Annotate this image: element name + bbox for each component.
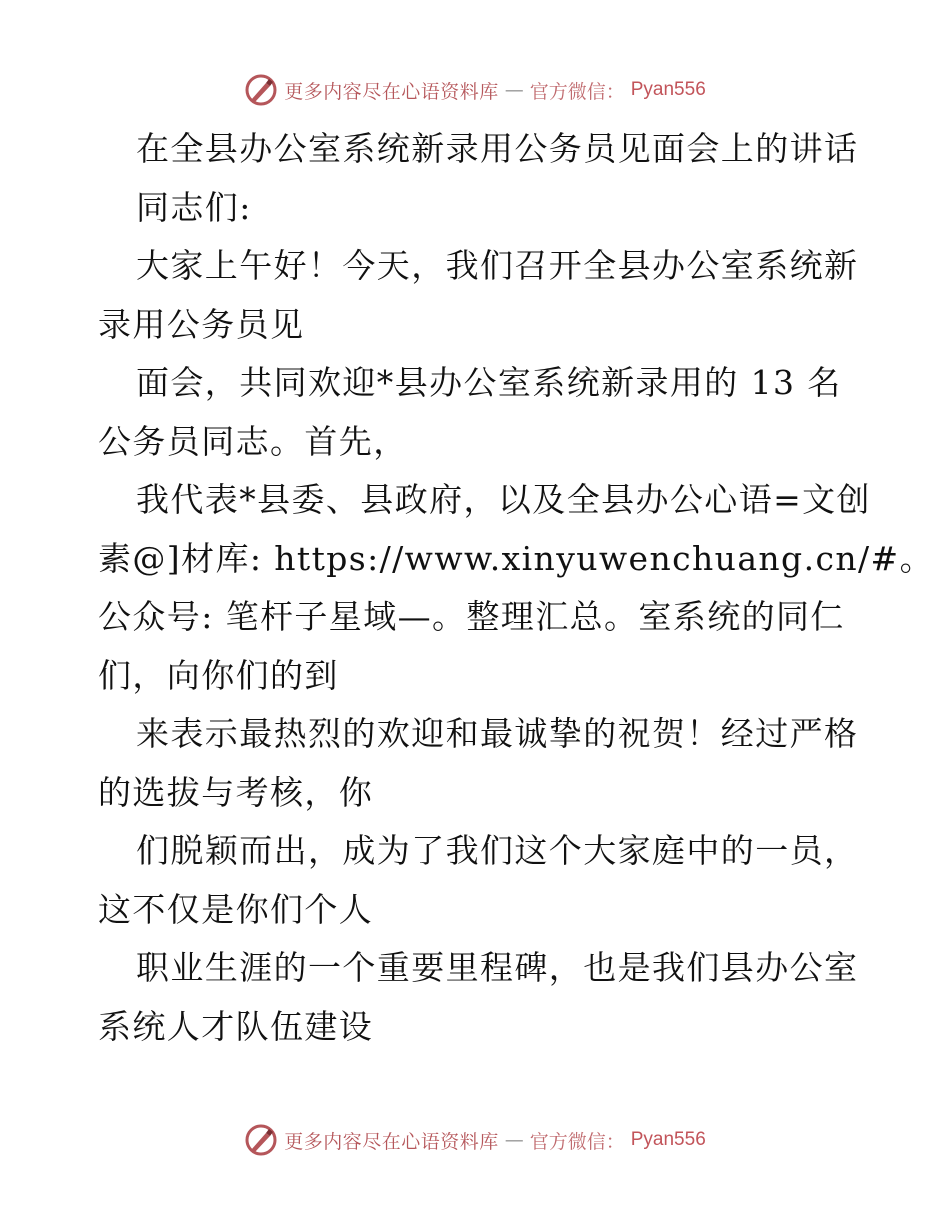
text-line: 们，向你们的到	[98, 655, 339, 695]
text-line: 来表示最热烈的欢迎和最诚挚的祝贺！经过严格	[136, 714, 859, 753]
text-line: 公务员同志。首先，	[98, 421, 408, 461]
text-line: 素@]材库: https://www.xinyuwenchuang.cn/#。	[98, 538, 934, 578]
document-body	[98, 120, 934, 1056]
text-line: 们脱颖而出，成为了我们这个大家庭中的一员，	[136, 831, 859, 870]
pen-logo-icon	[244, 1123, 278, 1157]
text-line: 大家上午好！今天，我们召开全县办公室系统新	[136, 246, 859, 285]
watermark-separator: —	[504, 79, 524, 101]
watermark-id: Pyan556	[630, 79, 706, 100]
text-line: 系统人才队伍建设	[98, 1006, 374, 1046]
text-line: 我代表*县委、县政府，以及全县办公心语=文创	[136, 480, 871, 519]
pen-logo-icon	[244, 73, 278, 107]
text-line: 面会，共同欢迎*县办公室系统新录用的 13 名	[136, 363, 842, 402]
salutation: 同志们:	[136, 187, 252, 227]
watermark-separator: —	[504, 1129, 524, 1151]
document-title: 在全县办公室系统新录用公务员见面会上的讲话	[136, 129, 859, 168]
text-line: 职业生涯的一个重要里程碑，也是我们县办公室	[136, 948, 859, 987]
watermark-id: Pyan556	[630, 1129, 706, 1150]
footer-watermark	[0, 1120, 950, 1160]
text-line: 公众号: 笔杆子星域—。整理汇总。室系统的同仁	[98, 597, 845, 636]
watermark-site: 更多内容尽在心语资料库	[284, 1130, 499, 1153]
watermark-channel: 官方微信：	[529, 1130, 625, 1153]
text-line: 这不仅是你们个人	[98, 889, 374, 929]
header-watermark	[0, 70, 950, 110]
watermark-site: 更多内容尽在心语资料库	[284, 80, 499, 103]
text-line: 录用公务员见	[98, 304, 305, 344]
text-line: 的选拔与考核，你	[98, 772, 374, 812]
watermark-channel: 官方微信：	[529, 80, 625, 103]
